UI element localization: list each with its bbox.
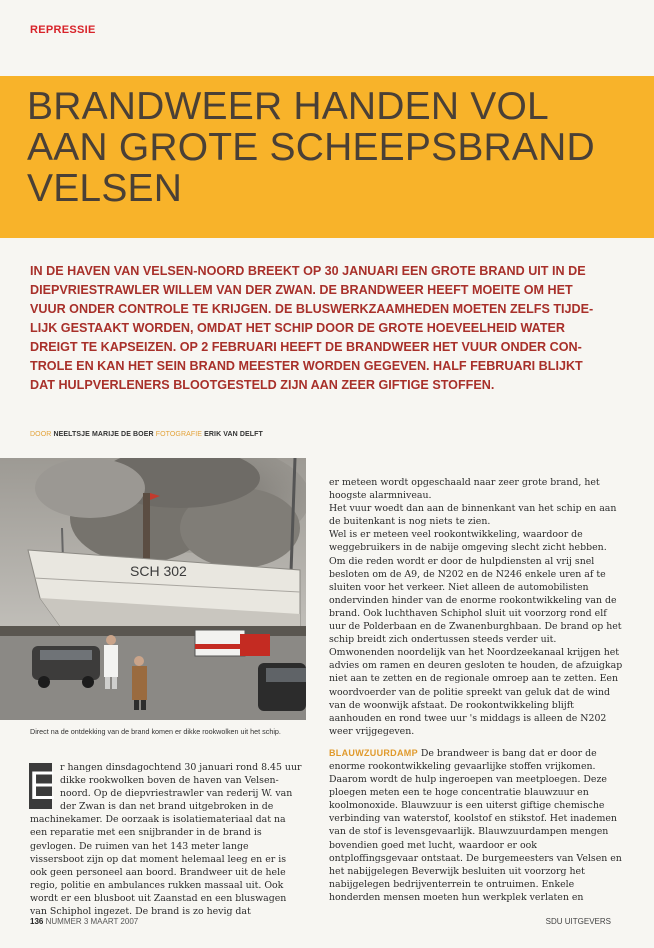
headline-line-3: VELSEN [27,167,183,210]
body-right-p4: De brandweer is bang dat er door de enorme rookontwikkeling gevaarlijke stoffen vrijkomen. Daarom wordt de hulp ingeroepen van meetploegen. Deze ploegen meten een te hoge concentratie blauwzuur en koolmonoxide. Blauwzuur is een uiterst giftige chemische verbinding van waterstof, koolstof en stikstof. Het inademen van de stof is levensgevaarlijk. Blauwzuurdampen mengen bovendien goed met lucht, waardoor er ook ontploffingsgevaar ontstaat. De burgemeesters van Velsen en het nabijgelegen Beverwijk besluiten uit voorzorg het nabijgelegen bedrijventerrein te ontruimen. Enkele honderden mensen moeten hun werkplek verlaten en [329,747,622,903]
issue-info: NUMMER 3 MAART 2007 [45,917,139,926]
byline-foto-label: FOTOGRAFIE [155,431,203,438]
body-right-section [329,747,624,904]
footer-left [30,917,138,926]
dropcap: E [29,764,56,808]
section-label: REPRESSIE [30,24,96,36]
page-number: 136 [30,917,44,926]
body-column-left [30,761,305,918]
byline-door-label: DOOR [30,431,52,438]
body-column-right [329,476,624,904]
headline-line-2: AAN GROTE SCHEEPSBRAND [27,126,595,169]
photo-caption: Direct na de ontdekking van de brand komen er dikke rookwolken uit het schip. [30,727,281,736]
byline-photographer: ERIK VAN DELFT [204,431,263,438]
parked-car-right [258,663,306,711]
subhead-blauwzuurdamp: BLAUWZUURDAMP [329,747,418,758]
body-right-p3: Wel is er meteen veel rookontwikkeling, waardoor de weggebruikers in de nabije omgeving slecht zicht hebben. Om die reden wordt er door de hulpdiensten al vrij snel besloten om de A9, de N202 en de N246 enkele uren af te sluiten voor het verkeer. Niet alleen de automobilisten ondervinden hinder van de enorme rookontwikkeling van de brand. Ook luchthaven Schiphol sluit uit voorzorg rond elf uur de Polderbaan en de Zwanenburghbaan. De brand op het schip breidt zich ondertussen steeds verder uit. Omwonenden noordelijk van het Noordzeekanaal krijgen het advies om ramen en deuren gesloten te houden, de afzuigkap niet aan te zetten en de regionale omroep aan te zetten. Een woordvoerder van de politie spreekt van geluk dat de wind van de woonwijk afstaat. De rookontwikkeling blijft aanhouden en rond twee uur 's middags is alleen de N202 weer vrijgegeven. [329,529,623,737]
body-left-text: r hangen dinsdagochtend 30 januari rond 8.45 uur dikke rookwolken boven de haven van Velsen-noord. Op de diepvriestrawler van rederij W. van der Zwan is dan net brand uitgebroken in de machinekamer. De oorzaak is isolatiemateriaal dat na een reparatie met een snijbrander in de brand is gevlogen. De ruimen van het 143 meter lange vissersboot zijn op dat moment helemaal leeg en er is ook geen personeel aan boord. Brandweer uit de hele regio, politie en ambulances rukken massaal uit. Ook wordt er een blusboot uit Zaanstad en een bluswagen van Schiphol ingezet. De brand is zo hevig dat [30,762,302,918]
body-right-p2: Het vuur woedt dan aan de binnenkant van het schip en aan de buitenkant is nog niets te zien. [329,503,617,528]
headline [27,86,627,209]
ship-fire-illustration [0,458,306,720]
ship-name: SCH 302 [130,563,187,579]
headline-line-1: BRANDWEER HANDEN VOL [27,85,549,128]
publisher: SDU UITGEVERS [545,917,611,926]
intro-paragraph: IN DE HAVEN VAN VELSEN-NOORD BREEKT OP 30 JANUARI EEN GROTE BRAND UIT IN DE DIEPVRIESTRAWLER WILLEM VAN DER ZWAN. DE BRANDWEER HEEFT MOEITE OM HET VUUR ONDER CONTROLE TE KRIJGEN. DE BLUSWERKZAAMHEDEN MOETEN ZELFS TIJDE-LIJK GESTAAKT WORDEN, OMDAT HET SCHIP DOOR DE GROTE HOEVEELHEID WATER DREIGT TE KAPSEIZEN. OP 2 FEBRUARI HEEFT DE BRANDWEER HET VUUR ONDER CON-TROLE EN KAN HET SEIN BRAND MEESTER WORDEN GEGEVEN. HALF FEBRUARI BLIJKT DAT HULPVERLENERS BLOOTGESTELD ZIJN AAN ZEER GIFTIGE STOFFEN. [30,264,594,392]
byline [30,431,263,438]
body-right-p1: er meteen wordt opgeschaald naar zeer grote brand, het hoogste alarmniveau. [329,477,600,502]
byline-author: NEELTSJE MARIJE DE BOER [53,431,154,438]
article-photo [0,458,306,720]
